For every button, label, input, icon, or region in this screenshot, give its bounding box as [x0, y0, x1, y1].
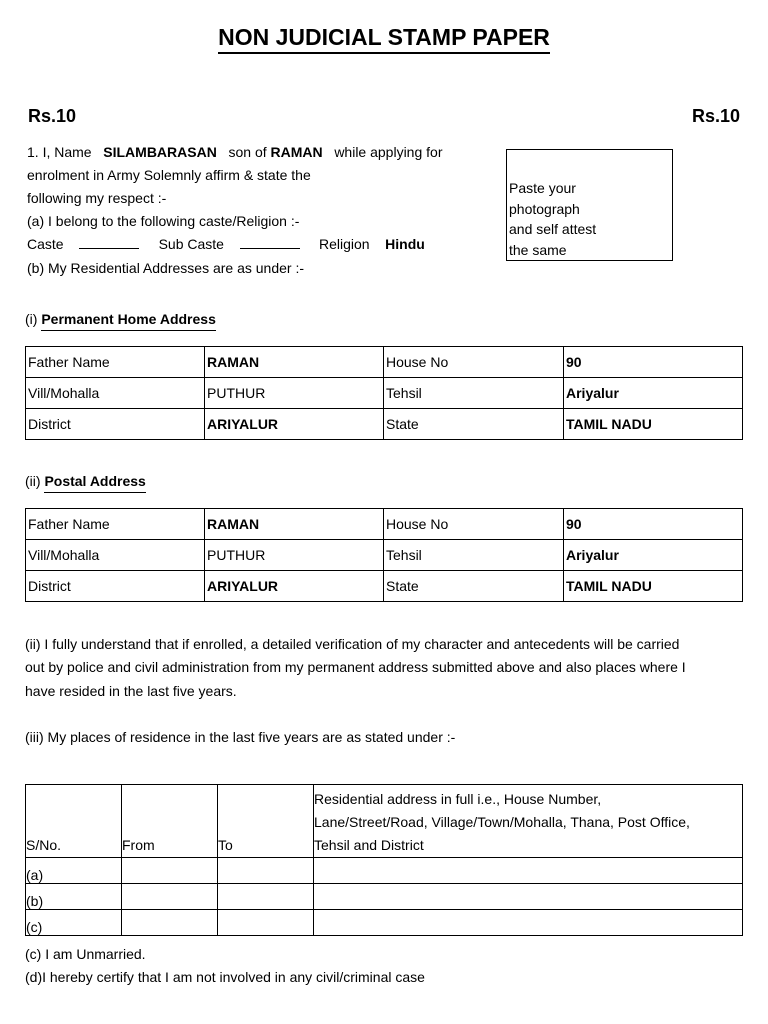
- photo-box: [506, 149, 673, 261]
- header-sno: S/No.: [26, 785, 122, 858]
- row-label: (c): [26, 910, 122, 936]
- residence-intro: (iii) My places of residence in the last five years are as stated under :-: [25, 729, 456, 745]
- affidavit-line-2: enrolment in Army Solemnly affirm & state the: [27, 167, 311, 183]
- header-from: From: [122, 785, 218, 858]
- religion-value: Hindu: [385, 236, 425, 252]
- line1-suffix: while applying for: [334, 144, 443, 160]
- table-row: [26, 884, 743, 910]
- table-row: [26, 540, 743, 571]
- photo-box-line: the same: [509, 241, 567, 258]
- stamp-value-left: Rs.10: [28, 106, 77, 126]
- table-cell: House No: [384, 347, 564, 378]
- table-cell: [314, 858, 743, 884]
- paragraph-line: (ii) I fully understand that if enrolled, a detailed verification of my character and antecedents will be carried: [25, 636, 680, 652]
- table-cell: RAMAN: [205, 509, 384, 540]
- marital-statement: (c) I am Unmarried.: [25, 946, 146, 962]
- table-cell: Ariyalur: [564, 378, 743, 409]
- table-cell: District: [26, 409, 205, 440]
- table-cell: House No: [384, 509, 564, 540]
- table-cell: TAMIL NADU: [564, 571, 743, 602]
- table-cell: 90: [564, 347, 743, 378]
- row-label: (a): [26, 858, 122, 884]
- permanent-address-table: [25, 346, 743, 440]
- affidavit-line-6: (b) My Residential Addresses are as under :-: [27, 260, 305, 276]
- table-cell: State: [384, 409, 564, 440]
- table-cell: District: [26, 571, 205, 602]
- permanent-address-heading: [25, 311, 216, 327]
- header-address-line: Tehsil and District: [314, 837, 424, 853]
- affidavit-line-1: [27, 141, 442, 164]
- stamp-value-right: Rs.10: [691, 106, 740, 126]
- table-cell: [314, 910, 743, 936]
- table-cell: Tehsil: [384, 378, 564, 409]
- table-cell: [218, 910, 314, 936]
- affidavit-line-3: following my respect :-: [27, 190, 167, 206]
- table-cell: Tehsil: [384, 540, 564, 571]
- paragraph-line: out by police and civil administration from my permanent address submitted above and also places where I: [25, 659, 686, 676]
- religion-label: Religion: [318, 236, 370, 252]
- table-cell: Vill/Mohalla: [26, 378, 205, 409]
- table-cell: [218, 884, 314, 910]
- paragraph-line: have resided in the last five years.: [25, 682, 237, 699]
- table-cell: Vill/Mohalla: [26, 540, 205, 571]
- postal-address-heading: [25, 473, 146, 489]
- photo-box-line: Paste your: [509, 180, 576, 196]
- table-row: [26, 571, 743, 602]
- photo-box-line: photograph: [509, 200, 580, 217]
- father-name: RAMAN: [270, 144, 323, 160]
- verification-paragraph: [25, 633, 745, 703]
- header-address-line: Residential address in full i.e., House Number,: [314, 791, 602, 807]
- table-cell: [122, 910, 218, 936]
- header-to: To: [218, 785, 314, 858]
- table-row: [26, 858, 743, 884]
- table-row: [26, 347, 743, 378]
- document-title-text: NON JUDICIAL STAMP PAPER: [218, 24, 550, 54]
- table-row: [26, 509, 743, 540]
- row-label: (b): [26, 884, 122, 910]
- table-cell: [122, 858, 218, 884]
- postal-prefix: (ii): [25, 473, 41, 489]
- photo-box-line: and self attest: [509, 221, 597, 237]
- affidavit-line-4: (a) I belong to the following caste/Religion :-: [27, 213, 300, 229]
- table-cell: ARIYALUR: [205, 571, 384, 602]
- caste-blank: [79, 236, 139, 249]
- son-of-label: son of: [228, 144, 267, 160]
- permanent-heading-text: Permanent Home Address: [41, 311, 216, 331]
- name-prefix: 1. I, Name: [27, 144, 92, 160]
- table-cell: [314, 884, 743, 910]
- table-cell: ARIYALUR: [205, 409, 384, 440]
- table-row: [26, 378, 743, 409]
- document-title: [0, 24, 768, 51]
- table-cell: Ariyalur: [564, 540, 743, 571]
- postal-address-table: [25, 508, 743, 602]
- table-cell: Father Name: [26, 509, 205, 540]
- subcaste-label: Sub Caste: [158, 236, 224, 252]
- postal-heading-text: Postal Address: [44, 473, 145, 493]
- subcaste-blank: [240, 236, 300, 249]
- table-header-row: [26, 785, 743, 858]
- criminal-case-statement: (d)I hereby certify that I am not involved in any civil/criminal case: [25, 969, 425, 985]
- permanent-prefix: (i): [25, 311, 38, 327]
- header-address-line: Lane/Street/Road, Village/Town/Mohalla, Thana, Post Office,: [314, 814, 690, 830]
- caste-label: Caste: [27, 236, 64, 252]
- table-cell: [218, 858, 314, 884]
- table-cell: 90: [564, 509, 743, 540]
- table-cell: PUTHUR: [205, 540, 384, 571]
- table-cell: [122, 884, 218, 910]
- table-row: [26, 409, 743, 440]
- caste-line: [27, 233, 425, 256]
- table-cell: State: [384, 571, 564, 602]
- table-row: [26, 910, 743, 936]
- applicant-name: SILAMBARASAN: [103, 144, 217, 160]
- table-cell: RAMAN: [205, 347, 384, 378]
- table-cell: TAMIL NADU: [564, 409, 743, 440]
- table-cell: Father Name: [26, 347, 205, 378]
- header-address: [314, 785, 743, 858]
- table-cell: PUTHUR: [205, 378, 384, 409]
- residence-table: [25, 784, 743, 936]
